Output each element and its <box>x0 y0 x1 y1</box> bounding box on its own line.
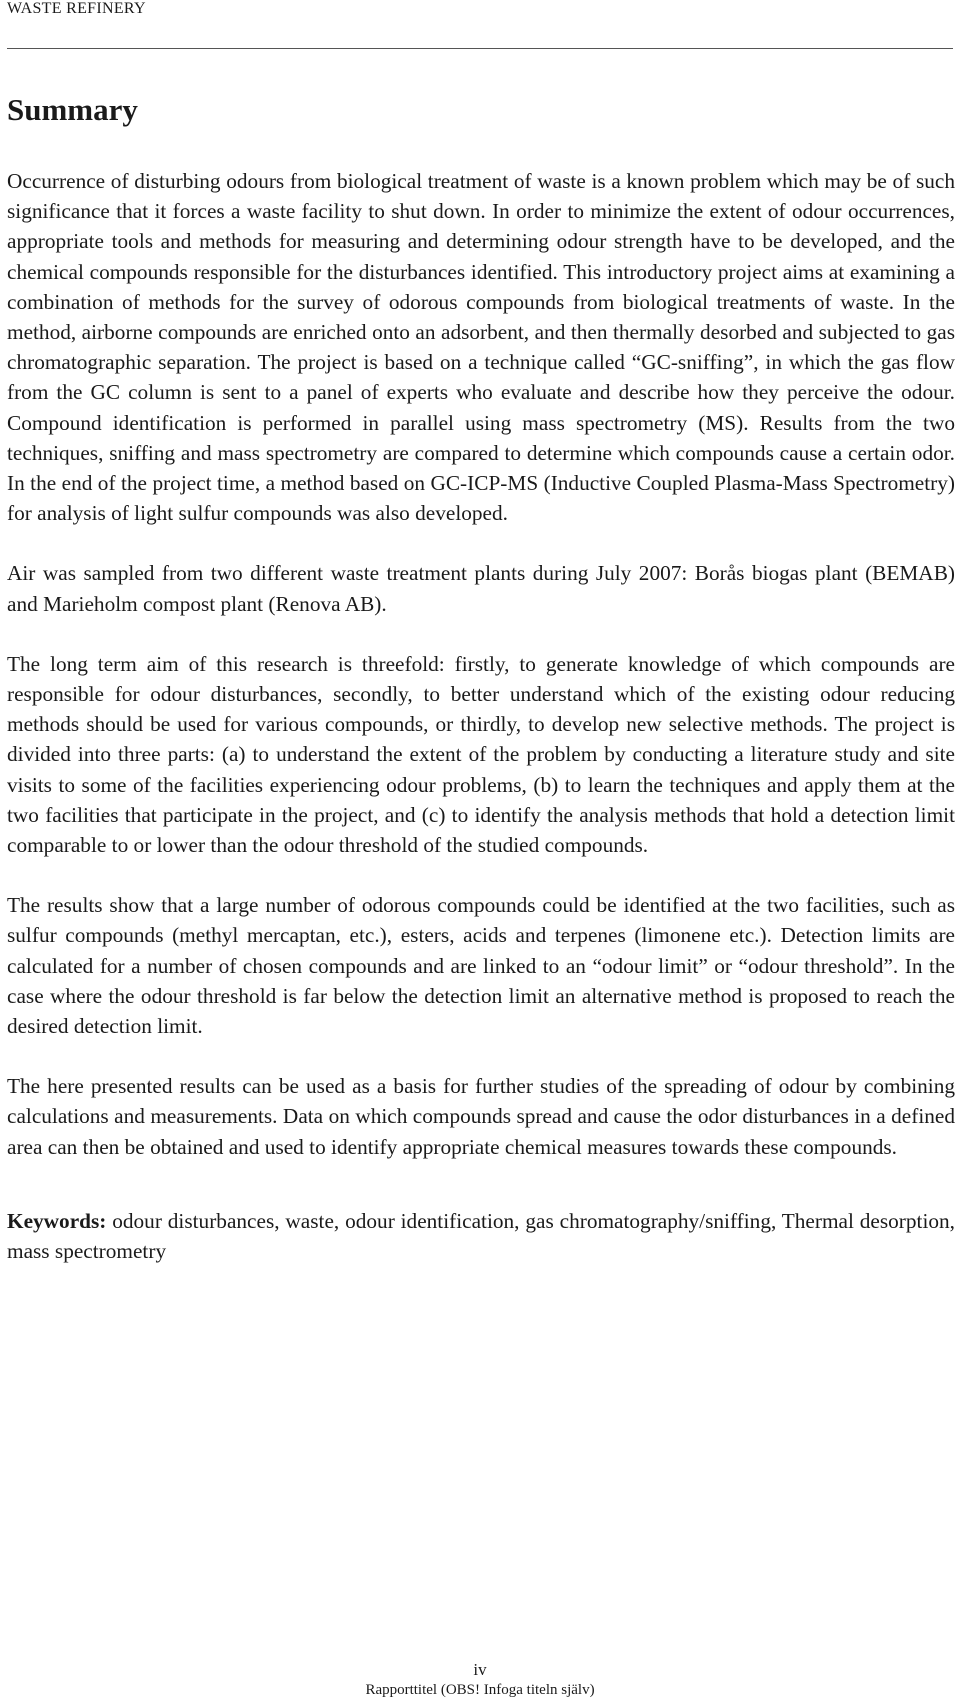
keywords-label: Keywords: <box>7 1208 107 1233</box>
summary-paragraph-4: The results show that a large number of odorous compounds could be identified at the two facilities, such as sulfur compounds (methyl mercaptan, etc.), esters, acids and terpenes (limonene etc.). Detection limits are calculated for a number of chosen compounds and are linked to an “odour limit” or “odour threshold”. In the case where the odour threshold is far below the detection limit an alternative method is proposed to reach the desired detection limit. <box>7 893 955 1039</box>
keywords <box>7 1206 955 1266</box>
page-number: iv <box>473 1660 487 1679</box>
keywords-text: odour disturbances, waste, odour identification, gas chromatography/sniffing, Thermal desorption, mass spectrometry <box>7 1208 955 1264</box>
summary-paragraph-2: Air was sampled from two different waste treatment plants during July 2007: Borås biogas plant (BEMAB) and Marieholm compost plant (Renova AB). <box>7 561 955 616</box>
report-title: Rapporttitel (OBS! Infoga titeln själv) <box>365 1682 595 1698</box>
page-title: Summary <box>7 92 138 127</box>
document-body <box>7 90 955 1266</box>
summary-paragraph-5: The here presented results can be used as a basis for further studies of the spreading of odour by combining calculations and measurements. Data on which compounds spread and cause the odor disturbances in a defined area can then be obtained and used to identify appropriate chemical measures towards these compounds. <box>7 1074 955 1159</box>
summary-paragraph-3: The long term aim of this research is threefold: firstly, to generate knowledge of which compounds are responsible for odour disturbances, secondly, to better understand which of the existing odour reducing methods should be used for various compounds, or thirdly, to develop new selective methods. The project is divided into three parts: (a) to understand the extent of the problem by conducting a literature study and site visits to some of the facilities experiencing odour problems, (b) to learn the techniques and apply them at the two facilities that participate in the project, and (c) to identify the analysis methods that hold a detection limit comparable to or lower than the odour threshold of the studied compounds. <box>7 651 955 858</box>
page-header <box>7 0 953 49</box>
running-title: WASTE REFINERY <box>7 0 146 17</box>
summary-paragraph-1: Occurrence of disturbing odours from biological treatment of waste is a known problem which may be of such significance that it forces a waste facility to shut down. In order to minimize the extent of odour occurrences, appropriate tools and methods for measuring and determining odour strength have to be developed, and the chemical compounds responsible for the disturbances identified. This introductory project aims at examining a combination of methods for the survey of odorous compounds from biological treatments of waste. In the method, airborne compounds are enriched onto an adsorbent, and then thermally desorbed and subjected to gas chromatographic separation. The project is based on a technique called “GC-sniffing”, in which the gas flow from the GC column is sent to a panel of experts who evaluate and describe how they perceive the odour. Compound identification is performed in parallel using mass spectrometry (MS). Results from the two techniques, sniffing and mass spectrometry are compared to determine which compounds cause a certain odor. In the end of the project time, a method based on GC-ICP-MS (Inductive Coupled Plasma-Mass Spectrometry) for analysis of light sulfur compounds was also developed. <box>7 169 955 526</box>
